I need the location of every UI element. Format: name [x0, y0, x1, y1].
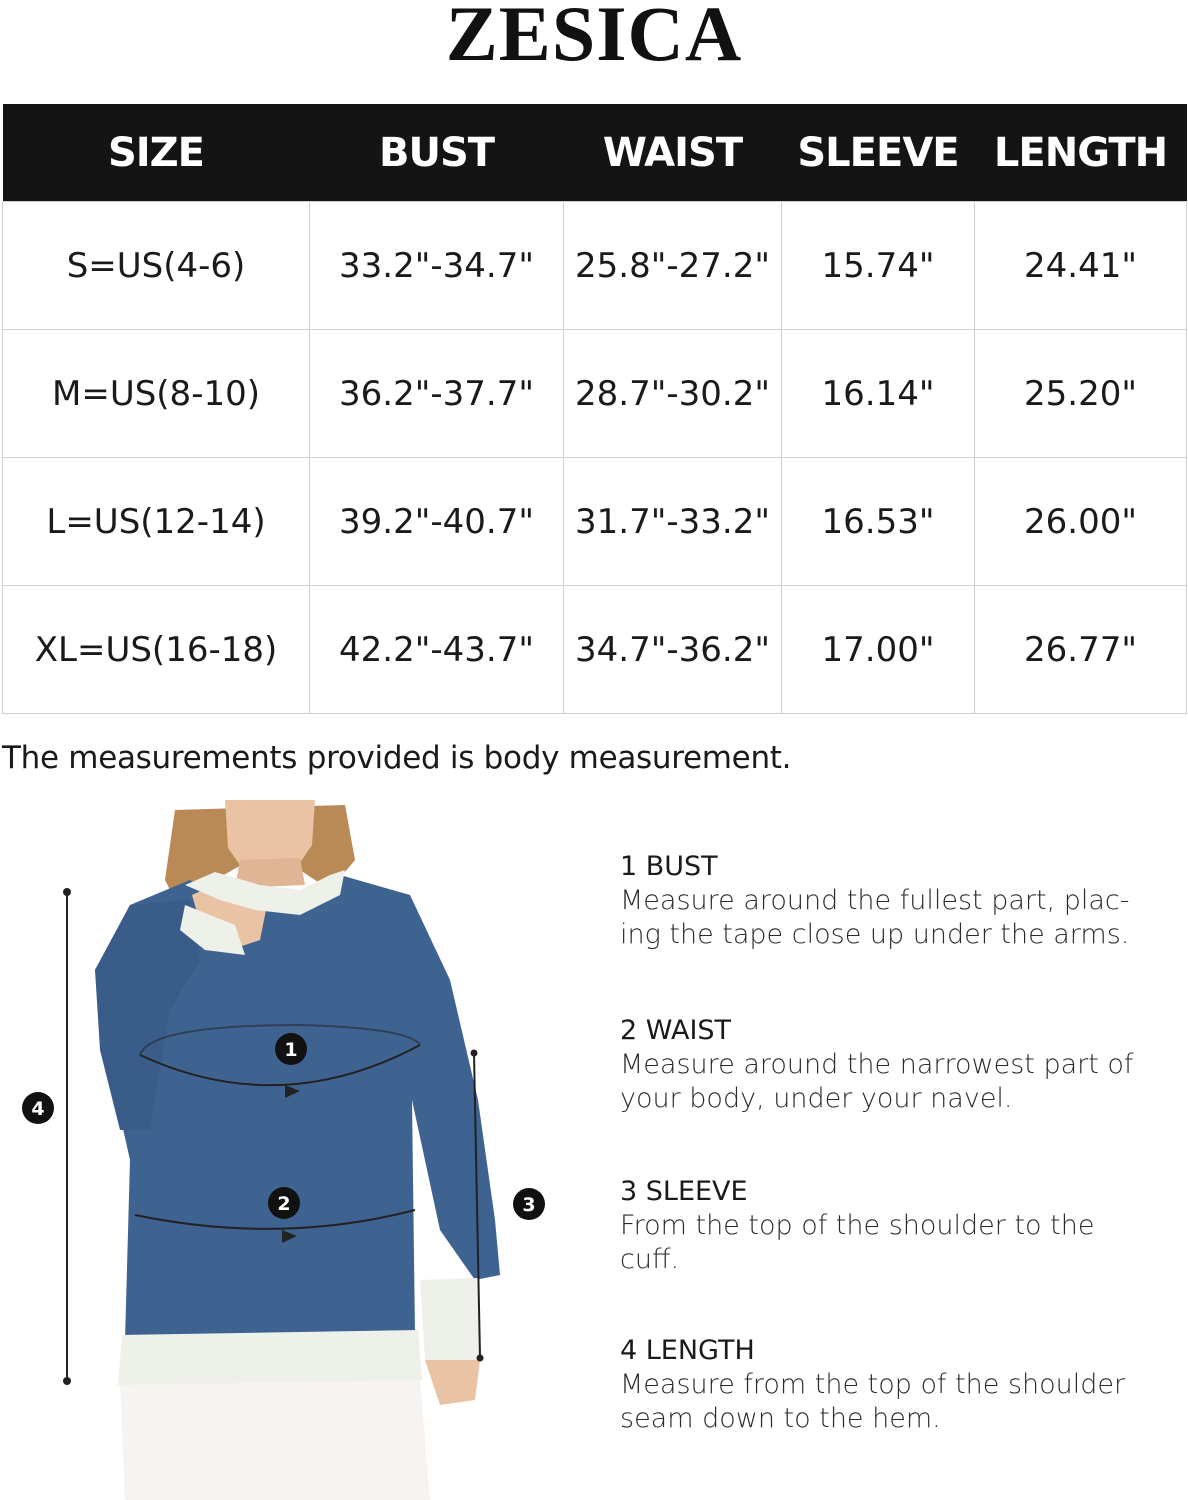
guide-item-waist	[620, 1014, 1160, 1116]
sleeve-line-end-bottom	[477, 1355, 484, 1362]
length-line-end-bottom	[63, 1377, 71, 1385]
marker-3-label: 3	[522, 1194, 536, 1216]
guide-desc-line: From the top of the shoulder to the	[620, 1210, 1095, 1241]
cell-sleeve: 16.53"	[782, 458, 975, 586]
cell-length: 26.77"	[975, 586, 1187, 714]
marker-2	[268, 1187, 300, 1219]
header-waist: WAIST	[564, 104, 782, 202]
hand-shape-lower	[425, 1360, 480, 1405]
header-size: SIZE	[3, 104, 310, 202]
marker-3	[513, 1188, 545, 1220]
guide-desc-line: Measure around the narrowest part of	[620, 1049, 1134, 1080]
cell-size: S=US(4-6)	[3, 202, 310, 330]
guide-title: 3 SLEEVE	[620, 1176, 748, 1207]
cell-waist: 25.8"-27.2"	[564, 202, 782, 330]
guide-item-bust	[620, 850, 1160, 952]
cell-length: 25.20"	[975, 330, 1187, 458]
guide-desc-line: your body, under your navel.	[620, 1083, 1013, 1114]
cell-length: 26.00"	[975, 458, 1187, 586]
header-bust: BUST	[310, 104, 564, 202]
marker-4-label: 4	[31, 1098, 45, 1120]
cell-sleeve: 15.74"	[782, 202, 975, 330]
cell-bust: 39.2"-40.7"	[310, 458, 564, 586]
cell-waist: 34.7"-36.2"	[564, 586, 782, 714]
pants-shape	[120, 1380, 430, 1500]
cell-sleeve: 17.00"	[782, 586, 975, 714]
size-chart-table	[2, 104, 1187, 714]
marker-2-label: 2	[277, 1193, 291, 1215]
sleeve-line-end-top	[471, 1050, 478, 1057]
cell-size: L=US(12-14)	[3, 458, 310, 586]
guide-title: 2 WAIST	[620, 1015, 732, 1046]
cell-size: M=US(8-10)	[3, 330, 310, 458]
guide-title: 1 BUST	[620, 851, 718, 882]
header-sleeve: SLEEVE	[782, 104, 975, 202]
table-row	[3, 202, 1187, 330]
guide-desc-line: ing the tape close up under the arms.	[620, 919, 1130, 950]
guide-item-sleeve	[620, 1175, 1160, 1277]
guide-desc-line: Measure from the top of the shoulder	[620, 1369, 1126, 1400]
marker-1-label: 1	[284, 1039, 298, 1061]
guide-title: 4 LENGTH	[620, 1335, 755, 1366]
cell-size: XL=US(16-18)	[3, 586, 310, 714]
cell-waist: 31.7"-33.2"	[564, 458, 782, 586]
brand-logo: ZESICA	[445, 0, 743, 77]
marker-4	[22, 1092, 54, 1124]
table-row	[3, 586, 1187, 714]
guide-desc-line: cuff.	[620, 1244, 680, 1275]
table-header-row	[3, 104, 1187, 202]
cell-bust: 33.2"-34.7"	[310, 202, 564, 330]
sweater-right-cuff	[420, 1278, 482, 1360]
table-row	[3, 330, 1187, 458]
table-row	[3, 458, 1187, 586]
length-line-end-top	[63, 888, 71, 896]
cell-length: 24.41"	[975, 202, 1187, 330]
marker-1	[275, 1033, 307, 1065]
guide-desc-line: Measure around the fullest part, plac-	[620, 885, 1130, 916]
guide-desc-line: seam down to the hem.	[620, 1403, 941, 1434]
cell-sleeve: 16.14"	[782, 330, 975, 458]
cell-bust: 42.2"-43.7"	[310, 586, 564, 714]
measurement-note: The measurements provided is body measurement.	[2, 740, 792, 776]
cell-waist: 28.7"-30.2"	[564, 330, 782, 458]
cell-bust: 36.2"-37.7"	[310, 330, 564, 458]
sweater-hem	[118, 1330, 422, 1385]
guide-item-length	[620, 1334, 1160, 1436]
model-figure	[0, 800, 600, 1500]
header-length: LENGTH	[975, 104, 1187, 202]
